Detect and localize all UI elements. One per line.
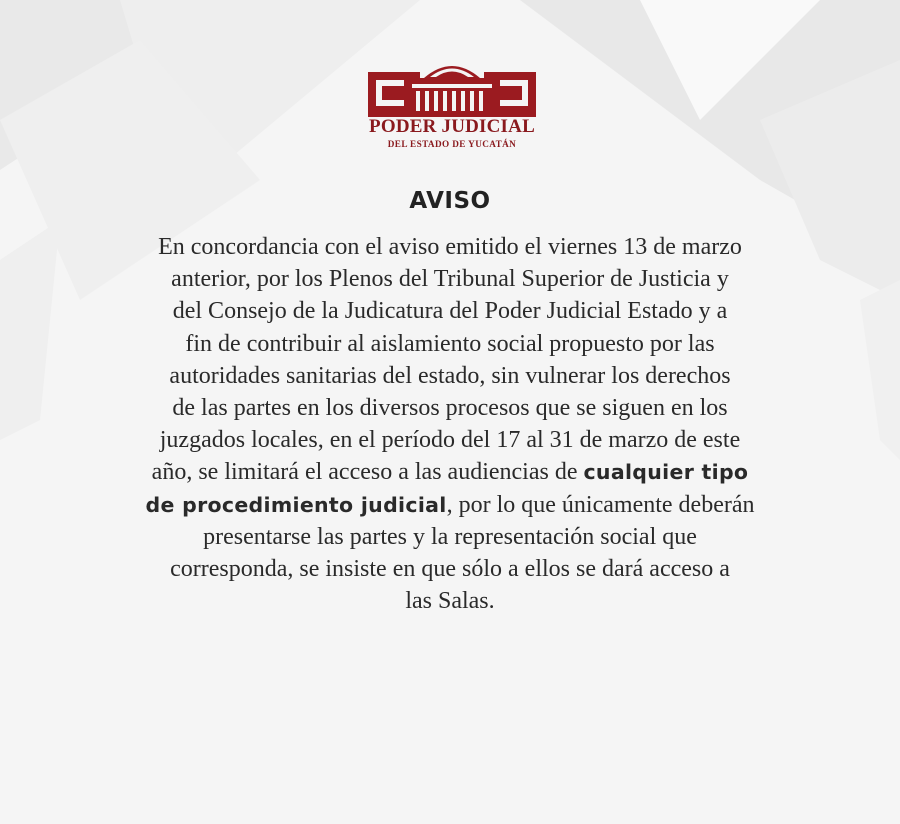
logo-subtitle: DEL ESTADO DE YUCATÁN bbox=[387, 139, 517, 149]
notice-line: presentarse las partes y la representación social que bbox=[203, 523, 697, 550]
notice-emphasis: cualquier tipo bbox=[583, 460, 749, 485]
notice-line-mixed bbox=[0, 489, 900, 521]
notice-line-mixed bbox=[0, 456, 900, 488]
courthouse-icon bbox=[366, 58, 538, 118]
notice-line: las Salas. bbox=[405, 588, 495, 615]
notice-line: autoridades sanitarias del estado, sin vulnerar los derechos bbox=[169, 362, 731, 389]
notice-heading: AVISO bbox=[409, 188, 491, 214]
notice-line: de las partes en los diversos procesos que se siguen en los bbox=[172, 395, 728, 422]
notice-text: año, se limitará el acceso a las audiencias de bbox=[151, 459, 584, 486]
notice-line: del Consejo de la Judicatura del Poder Judicial Estado y a bbox=[172, 298, 728, 325]
notice-line: anterior, por los Plenos del Tribunal Superior de Justicia y bbox=[171, 266, 729, 293]
notice-body bbox=[0, 231, 900, 617]
notice-line: fin de contribuir al aislamiento social propuesto por las bbox=[185, 330, 715, 357]
notice-line: En concordancia con el aviso emitido el viernes 13 de marzo bbox=[158, 234, 742, 260]
notice-line: corresponda, se insiste en que sólo a ellos se dará acceso a bbox=[170, 556, 730, 583]
notice-text: , por lo que únicamente deberán bbox=[446, 491, 755, 518]
logo-title: PODER JUDICIAL bbox=[369, 116, 535, 137]
poder-judicial-logo bbox=[366, 58, 538, 158]
notice-emphasis: de procedimiento judicial bbox=[145, 492, 447, 517]
notice-line: juzgados locales, en el período del 17 al 31 de marzo de este bbox=[159, 427, 741, 454]
